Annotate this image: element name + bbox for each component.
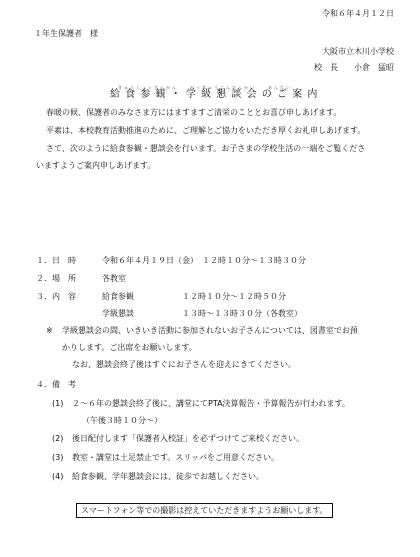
- date: 令和６年４月１２日: [322, 9, 394, 18]
- item-place-value: 各教室: [102, 274, 126, 283]
- intro-line-4: いますようご案内申しあげます。: [36, 161, 156, 170]
- intro-line-1: 春暖の候、保護者のみなさま方にはますますご清栄のこととお喜び申しあげます。: [46, 108, 342, 117]
- note-line-1: 学級懇談会の間、いきいき活動に参加されないお子さんについては、図書室でお預: [62, 326, 358, 335]
- note-3-mark: (3): [52, 453, 64, 462]
- note-mark: ※: [46, 326, 53, 335]
- note-line-3: なお、懇談会終了後はすぐにお子さんを迎えにきてください。: [72, 360, 296, 369]
- note-2-mark: (2): [52, 434, 64, 443]
- note-1-mark: (1): [52, 399, 64, 408]
- school-name: 大阪市立木川小学校: [322, 47, 394, 56]
- item-place-label: ２．場 所: [36, 274, 76, 283]
- content-class-name: 学級懇談: [102, 309, 134, 318]
- note-3-text: 教室・講堂は土足禁止です。スリッパをご用意ください。: [72, 453, 280, 462]
- notes-label: ４．備 考: [36, 380, 76, 389]
- title-ruby: きゅうしょくさんかん がっきゅうこんだんかい あんない: [118, 85, 292, 90]
- principal-name: 校 長 小倉 猛昭: [314, 63, 394, 72]
- photo-notice-box: スマートフォン等での撮影は控えていただきますようお願いします。: [76, 503, 333, 518]
- intro-line-2: 平素は、本校教育活動推進のために、ご理解とご協力をいただき厚くお礼申しあげます。: [46, 126, 366, 135]
- item-date-value: 令和６年４月１９日（金） １２時１０分～１３時３０分: [102, 256, 306, 265]
- content-lunch-time: １２時１０分～１２時５０分: [182, 292, 286, 301]
- recipient: １年生保護者 様: [34, 29, 98, 38]
- note-4-text: 給食参観、学年懇談会には、徒歩でお越しください。: [72, 472, 264, 481]
- note-1-line-1: ２～６年の懇談会終了後に、講堂にてPTA決算報告・予算報告が行われます。: [72, 399, 350, 408]
- page-title: 給 食 参 観 ・ 学 級 懇 談 会 の ご 案 内: [110, 89, 319, 100]
- content-class-time: １３時～１３時３０分（各教室）: [182, 309, 302, 318]
- item-date-label: １．日 時: [36, 256, 76, 265]
- content-lunch-name: 給食参観: [102, 292, 134, 301]
- note-2-text: 後日配付します「保護者入校証」を必ずつけてご来校ください。: [72, 434, 304, 443]
- intro-line-3: さて、次のように給食参観・懇談会を行います。お子さまの学校生活の一端をご覧くださ: [46, 144, 366, 153]
- note-line-2: かりします。ご出席をお願いします。: [62, 343, 197, 352]
- note-4-mark: (4): [52, 472, 64, 481]
- item-content-label: ３．内 容: [36, 292, 76, 301]
- note-1-line-2: （午後３時１０分～）: [82, 416, 162, 425]
